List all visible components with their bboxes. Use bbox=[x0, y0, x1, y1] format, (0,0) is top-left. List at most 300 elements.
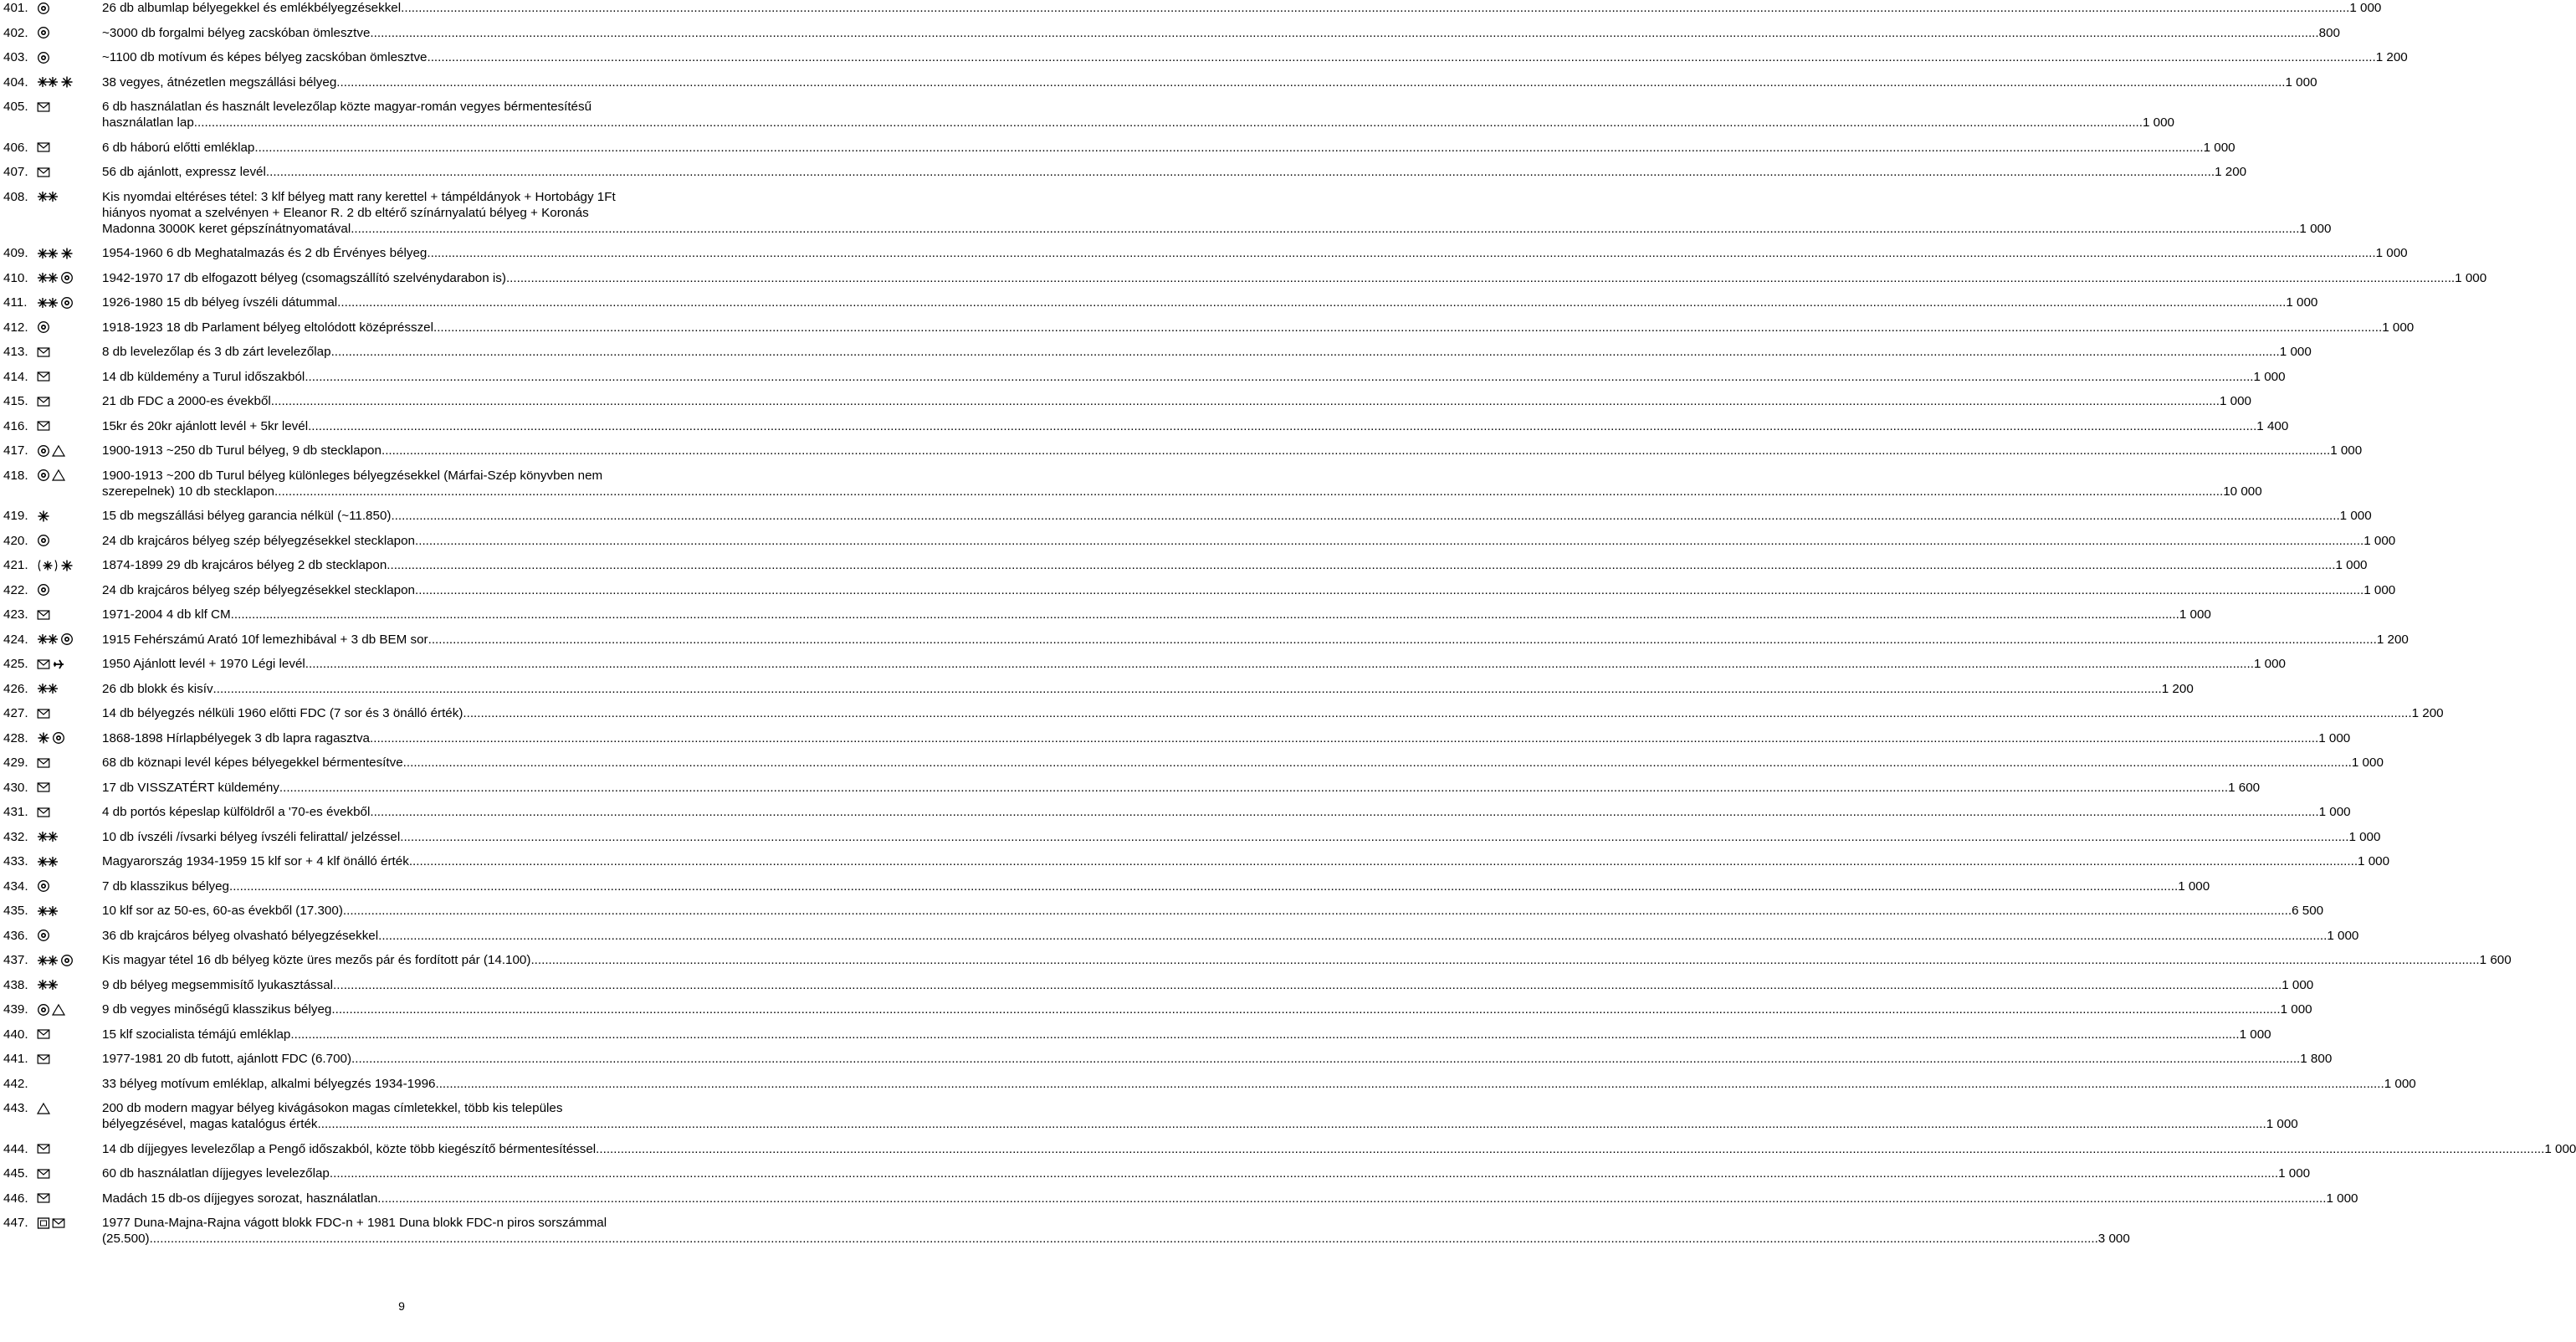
lot-row bbox=[3, 977, 2314, 993]
lot-row bbox=[3, 878, 2210, 894]
condition-icons bbox=[35, 903, 102, 919]
block-icon bbox=[37, 1217, 50, 1230]
lot-number: 430. bbox=[3, 780, 28, 795]
lot-price: 1 200 bbox=[2215, 165, 2247, 179]
lot-row bbox=[3, 730, 2351, 746]
mint-nh-icon bbox=[37, 75, 59, 89]
condition-icons bbox=[35, 1165, 102, 1181]
lot-description: 38 vegyes, átnézetlen megszállási bélyeg bbox=[102, 74, 337, 90]
dot-leader bbox=[382, 443, 2330, 458]
cover-icon bbox=[37, 370, 50, 383]
mint-paren-icon bbox=[37, 559, 59, 572]
lot-description: 15 db megszállási bélyeg garancia nélkül (~11.850) bbox=[102, 509, 392, 523]
cover-icon bbox=[37, 346, 50, 359]
condition-icons bbox=[35, 25, 102, 41]
condition-icons bbox=[35, 140, 102, 156]
lot-number: 435. bbox=[3, 904, 28, 918]
dot-leader bbox=[400, 829, 2348, 845]
lot-description: 26 db albumlap bélyegekkel és emlékbélyegzésekkel bbox=[102, 1, 402, 15]
cover-icon bbox=[37, 781, 50, 794]
lot-price: 1 200 bbox=[2376, 632, 2409, 647]
lot-row bbox=[3, 952, 2512, 968]
postmarked-icon bbox=[52, 731, 65, 745]
lot-number: 436. bbox=[3, 928, 28, 943]
mint-nh-icon bbox=[37, 682, 59, 695]
condition-icons bbox=[35, 607, 102, 622]
condition-icons bbox=[35, 1215, 102, 1231]
mint-icon bbox=[60, 247, 74, 260]
lot-row bbox=[3, 829, 2381, 845]
lot-price: 1 600 bbox=[2228, 780, 2261, 795]
cover-icon bbox=[37, 658, 50, 671]
mint-nh-icon bbox=[37, 633, 59, 646]
mint-nh-icon bbox=[37, 830, 59, 843]
dot-leader bbox=[194, 115, 2143, 131]
dot-leader bbox=[351, 1051, 2300, 1067]
dot-leader bbox=[370, 804, 2318, 820]
dot-leader bbox=[274, 484, 2223, 499]
condition-icons bbox=[35, 468, 102, 484]
lot-description-line: Kis nyomdai eltéréses tétel: 3 klf bélyeg matt rany kerettel + támpéldányok + Hortobágy 1Ft bbox=[102, 189, 616, 204]
condition-icons bbox=[35, 393, 102, 409]
lot-description: 33 bélyeg motívum emléklap, alkalmi bélyegzés 1934-1996 bbox=[102, 1076, 436, 1091]
lot-number: 426. bbox=[3, 681, 28, 696]
lot-row bbox=[3, 1076, 2416, 1092]
auction-lot-list bbox=[3, 0, 2576, 1256]
lot-number: 427. bbox=[3, 706, 28, 720]
cover-icon bbox=[37, 1053, 50, 1066]
triangle-icon bbox=[52, 1003, 65, 1017]
lot-description: ~1100 db motívum és képes bélyeg zacskóban ömlesztve bbox=[102, 50, 428, 64]
dot-leader bbox=[530, 952, 2479, 968]
condition-icons bbox=[35, 533, 102, 549]
postmarked-icon bbox=[37, 444, 50, 458]
lot-price: 1 000 bbox=[2253, 657, 2286, 671]
dot-leader bbox=[427, 49, 2375, 65]
dot-leader bbox=[403, 755, 2352, 771]
lot-description: Madách 15 db-os díjjegyes sorozat, használatlan bbox=[102, 1191, 378, 1206]
lot-number: 411. bbox=[3, 295, 28, 310]
lot-price: 1 000 bbox=[2299, 221, 2332, 236]
dot-leader bbox=[343, 903, 2292, 919]
lot-number: 437. bbox=[3, 953, 28, 967]
lot-price: 1 000 bbox=[2455, 270, 2487, 285]
condition-icons bbox=[35, 853, 102, 869]
lot-row bbox=[3, 418, 2289, 434]
lot-number: 445. bbox=[3, 1166, 28, 1181]
lot-price: 1 000 bbox=[2253, 369, 2286, 384]
lot-number: 447. bbox=[3, 1216, 28, 1230]
lot-row bbox=[3, 1051, 2333, 1067]
lot-description: 1971-2004 4 db klf CM bbox=[102, 607, 231, 622]
condition-icons bbox=[35, 804, 102, 820]
postmarked-icon bbox=[60, 954, 74, 967]
lot-description: 1942-1970 17 db elfogazott bélyeg (csomagszállító szelvénydarabon is) bbox=[102, 270, 506, 285]
dot-leader bbox=[435, 1076, 2384, 1092]
triangle-icon bbox=[52, 469, 65, 482]
postmarked-icon bbox=[37, 26, 50, 39]
page-number: 9 bbox=[398, 1299, 405, 1313]
lot-price: 1 200 bbox=[2411, 706, 2444, 720]
mint-nh-icon bbox=[37, 247, 59, 260]
lot-description: Madonna 3000K keret gépszínátnyomatával bbox=[102, 221, 351, 236]
lot-number: 441. bbox=[3, 1052, 28, 1066]
lot-number: 433. bbox=[3, 854, 28, 868]
lot-price: 1 000 bbox=[2279, 345, 2312, 359]
lot-price: 800 bbox=[2318, 25, 2340, 40]
lot-row bbox=[3, 681, 2194, 697]
condition-icons bbox=[35, 1001, 102, 1017]
dot-leader bbox=[336, 74, 2285, 90]
condition-icons bbox=[35, 418, 102, 434]
dot-leader bbox=[377, 1191, 2326, 1206]
lot-row bbox=[3, 1100, 2298, 1132]
lot-number: 438. bbox=[3, 977, 28, 992]
lot-description: 1868-1898 Hírlapbélyegek 3 db lapra ragasztva bbox=[102, 730, 370, 745]
lot-description: 1950 Ajánlott levél + 1970 Légi levél bbox=[102, 657, 305, 671]
condition-icons bbox=[35, 74, 102, 90]
lot-price: 1 000 bbox=[2358, 854, 2390, 868]
lot-row bbox=[3, 468, 2262, 499]
lot-price: 1 000 bbox=[2282, 977, 2314, 992]
lot-row bbox=[3, 245, 2408, 261]
lot-price: 1 000 bbox=[2278, 1166, 2311, 1181]
dot-leader bbox=[318, 1116, 2266, 1132]
cover-icon bbox=[37, 100, 50, 114]
lot-number: 432. bbox=[3, 829, 28, 844]
lot-description: 60 db használatlan díjjegyes levelezőlap bbox=[102, 1166, 330, 1181]
dot-leader bbox=[409, 853, 2358, 869]
condition-icons bbox=[35, 369, 102, 385]
mint-nh-icon bbox=[37, 855, 59, 868]
lot-number: 425. bbox=[3, 657, 28, 671]
lot-description: használatlan lap bbox=[102, 115, 194, 130]
postmarked-icon bbox=[37, 583, 50, 597]
lot-number: 405. bbox=[3, 100, 28, 114]
lot-price: 1 000 bbox=[2280, 1002, 2312, 1017]
lot-number: 417. bbox=[3, 443, 28, 458]
lot-description: 1918-1923 18 db Parlament bélyeg eltolódott középrésszel bbox=[102, 320, 433, 335]
lot-row bbox=[3, 270, 2487, 286]
condition-icons bbox=[35, 1141, 102, 1157]
lot-row bbox=[3, 99, 2175, 131]
lot-row bbox=[3, 656, 2286, 672]
lot-number: 410. bbox=[3, 270, 28, 285]
lot-row bbox=[3, 582, 2396, 598]
lot-description: 15 klf szocialista témájú emléklap bbox=[102, 1027, 291, 1042]
lot-number: 409. bbox=[3, 246, 28, 260]
lot-price: 1 400 bbox=[2256, 418, 2289, 433]
lot-price: 3 000 bbox=[2097, 1232, 2130, 1246]
lot-row bbox=[3, 164, 2247, 180]
lot-description: 10 klf sor az 50-es, 60-as évekből (17.300) bbox=[102, 904, 343, 918]
cover-icon bbox=[37, 1191, 50, 1205]
lot-price: 1 800 bbox=[2300, 1052, 2333, 1066]
lot-description: 68 db köznapi levél képes bélyegekkel bérmentesítve bbox=[102, 756, 403, 770]
cover-icon bbox=[37, 756, 50, 770]
lot-row bbox=[3, 1191, 2358, 1206]
lot-price: 1 000 bbox=[2544, 1141, 2576, 1156]
dot-leader bbox=[331, 1001, 2280, 1017]
lot-number: 402. bbox=[3, 25, 28, 40]
lot-row bbox=[3, 853, 2390, 869]
mint-nh-icon bbox=[37, 190, 59, 203]
lot-row bbox=[3, 369, 2286, 385]
lot-row bbox=[3, 295, 2318, 310]
dot-leader bbox=[427, 245, 2375, 261]
postmarked-icon bbox=[37, 1003, 50, 1017]
lot-row bbox=[3, 533, 2396, 549]
lot-description: 24 db krajcáros bélyeg szép bélyegzésekkel stecklapon bbox=[102, 533, 415, 548]
lot-number: 421. bbox=[3, 558, 28, 572]
condition-icons bbox=[35, 878, 102, 894]
lot-price: 1 200 bbox=[2375, 50, 2408, 64]
lot-number: 418. bbox=[3, 468, 28, 483]
condition-icons bbox=[35, 557, 102, 573]
condition-icons bbox=[35, 1191, 102, 1206]
cover-icon bbox=[37, 1027, 50, 1041]
dot-leader bbox=[308, 418, 2256, 434]
mint-icon bbox=[37, 510, 50, 523]
dot-leader bbox=[254, 140, 2203, 156]
lot-row bbox=[3, 1001, 2312, 1017]
lot-row bbox=[3, 1027, 2271, 1042]
lot-row bbox=[3, 344, 2312, 360]
lot-row bbox=[3, 903, 2324, 919]
lot-description: 14 db küldemény a Turul időszakból bbox=[102, 369, 305, 384]
lot-description: 14 db díjjegyes levelezőlap a Pengő időszakból, közte több kiegészítő bérmentesítéssel bbox=[102, 1141, 597, 1156]
lot-price: 1 000 bbox=[2239, 1027, 2271, 1042]
lot-number: 412. bbox=[3, 320, 28, 335]
lot-price: 1 000 bbox=[2326, 1191, 2358, 1206]
lot-price: 1 000 bbox=[2351, 756, 2384, 770]
dot-leader bbox=[150, 1231, 2098, 1247]
lot-description: 1977-1981 20 db futott, ajánlott FDC (6.700) bbox=[102, 1052, 352, 1066]
condition-icons bbox=[35, 755, 102, 771]
dot-leader bbox=[271, 393, 2220, 409]
postmarked-icon bbox=[37, 2, 50, 15]
lot-price: 1 000 bbox=[2220, 394, 2252, 408]
triangle-icon bbox=[37, 1102, 50, 1115]
lot-number: 429. bbox=[3, 756, 28, 770]
condition-icons bbox=[35, 295, 102, 310]
lot-description: 4 db portós képeslap külföldről a '70-es évekből bbox=[102, 805, 371, 819]
lot-row bbox=[3, 1215, 2130, 1247]
lot-price: 1 000 bbox=[2318, 730, 2351, 745]
condition-icons bbox=[35, 730, 102, 746]
condition-icons bbox=[35, 1100, 102, 1116]
lot-description-line: hiányos nyomat a szelvényen + Eleanor R. 2 db eltérő színárnyalatú bélyeg + Koronás bbox=[102, 205, 589, 220]
postmarked-icon bbox=[37, 929, 50, 942]
lot-description: 6 db háború előtti emléklap bbox=[102, 140, 255, 155]
lot-description: Kis magyar tétel 16 db bélyeg közte üres mezős pár és fordított pár (14.100) bbox=[102, 953, 531, 967]
lot-row bbox=[3, 607, 2211, 622]
condition-icons bbox=[35, 952, 102, 968]
lot-number: 443. bbox=[3, 1101, 28, 1115]
lot-price: 1 000 bbox=[2348, 829, 2381, 844]
dot-leader bbox=[266, 164, 2215, 180]
lot-description: 1900-1913 ~250 db Turul bélyeg, 9 db stecklapon bbox=[102, 443, 382, 458]
lot-description: 21 db FDC a 2000-es évekből bbox=[102, 394, 271, 408]
condition-icons bbox=[35, 443, 102, 458]
lot-price: 1 000 bbox=[2363, 533, 2396, 548]
lot-row bbox=[3, 443, 2363, 458]
condition-icons bbox=[35, 245, 102, 261]
lot-row bbox=[3, 928, 2359, 944]
lot-description: 7 db klasszikus bélyeg bbox=[102, 878, 229, 894]
dot-leader bbox=[596, 1141, 2544, 1157]
mint-nh-icon bbox=[37, 954, 59, 967]
dot-leader bbox=[351, 221, 2299, 237]
lot-number: 444. bbox=[3, 1141, 28, 1156]
lot-number: 439. bbox=[3, 1002, 28, 1017]
postmarked-icon bbox=[37, 534, 50, 547]
lot-price: 1 000 bbox=[2349, 1, 2382, 15]
lot-description: 26 db blokk és kisív bbox=[102, 681, 213, 696]
dot-leader bbox=[337, 295, 2286, 310]
condition-icons bbox=[35, 928, 102, 944]
postmarked-icon bbox=[60, 271, 74, 284]
mint-nh-icon bbox=[37, 296, 59, 310]
cover-icon bbox=[37, 395, 50, 408]
lot-price: 1 000 bbox=[2384, 1076, 2416, 1091]
postmarked-icon bbox=[60, 633, 74, 646]
lot-row bbox=[3, 25, 2340, 41]
lot-number: 419. bbox=[3, 509, 28, 523]
dot-leader bbox=[387, 557, 2335, 573]
lot-number: 440. bbox=[3, 1027, 28, 1042]
lot-row bbox=[3, 705, 2444, 721]
dot-leader bbox=[370, 730, 2318, 746]
lot-description: (25.500) bbox=[102, 1232, 150, 1246]
lot-price: 1 000 bbox=[2266, 1117, 2298, 1131]
lot-number: 428. bbox=[3, 730, 28, 745]
condition-icons bbox=[35, 681, 102, 697]
lot-row bbox=[3, 1165, 2311, 1181]
lot-price: 1 000 bbox=[2330, 443, 2363, 458]
lot-description: 17 db VISSZATÉRT küldemény bbox=[102, 780, 279, 795]
triangle-icon bbox=[52, 444, 65, 458]
condition-icons bbox=[35, 829, 102, 845]
condition-icons bbox=[35, 320, 102, 336]
lot-price: 1 000 bbox=[2382, 320, 2415, 335]
lot-number: 422. bbox=[3, 582, 28, 597]
lot-description: 9 db bélyeg megsemmisítő lyukasztással bbox=[102, 977, 334, 992]
lot-description: 8 db levelezőlap és 3 db zárt levelezőlap bbox=[102, 345, 331, 359]
cover-icon bbox=[37, 608, 50, 622]
lot-price: 1 000 bbox=[2203, 140, 2235, 155]
lot-row bbox=[3, 393, 2252, 409]
lot-description: 1954-1960 6 db Meghatalmazás és 2 db Érvényes bélyeg bbox=[102, 246, 428, 260]
lot-description: Magyarország 1934-1959 15 klf sor + 4 klf önálló érték bbox=[102, 854, 409, 868]
lot-row bbox=[3, 632, 2409, 648]
lot-description: 15kr és 20kr ajánlott levél + 5kr levél bbox=[102, 418, 309, 433]
lot-row bbox=[3, 140, 2235, 156]
dot-leader bbox=[213, 681, 2162, 697]
dot-leader bbox=[463, 705, 2411, 721]
lot-price: 1 000 bbox=[2286, 295, 2318, 310]
condition-icons bbox=[35, 1051, 102, 1067]
lot-number: 404. bbox=[3, 74, 28, 90]
lot-description: 14 db bélyegzés nélküli 1960 előtti FDC (7 sor és 3 önálló érték) bbox=[102, 706, 463, 720]
mint-icon bbox=[60, 75, 74, 89]
dot-leader bbox=[305, 656, 2254, 672]
lot-price: 6 500 bbox=[2292, 904, 2324, 918]
condition-icons bbox=[35, 99, 102, 115]
lot-number: 416. bbox=[3, 418, 28, 433]
airplane-icon bbox=[52, 658, 65, 671]
lot-row bbox=[3, 508, 2372, 524]
cover-icon bbox=[37, 166, 50, 179]
condition-icons bbox=[35, 164, 102, 180]
dot-leader bbox=[415, 533, 2363, 549]
dot-leader bbox=[433, 320, 2382, 336]
lot-row bbox=[3, 804, 2351, 820]
lot-price: 10 000 bbox=[2223, 484, 2262, 499]
cover-icon bbox=[37, 707, 50, 720]
lot-description-line: 200 db modern magyar bélyeg kivágásokon magas címletekkel, több kis települes bbox=[102, 1101, 563, 1115]
mint-nh-icon bbox=[37, 271, 59, 284]
condition-icons bbox=[35, 780, 102, 796]
dot-leader bbox=[391, 508, 2339, 524]
lot-number: 406. bbox=[3, 140, 28, 155]
lot-number: 446. bbox=[3, 1191, 28, 1206]
dot-leader bbox=[330, 1165, 2278, 1181]
dot-leader bbox=[401, 0, 2349, 16]
dot-leader bbox=[370, 25, 2318, 41]
condition-icons bbox=[35, 270, 102, 286]
condition-icons bbox=[35, 977, 102, 993]
lot-row bbox=[3, 1141, 2576, 1157]
cover-icon bbox=[37, 1142, 50, 1155]
lot-row bbox=[3, 557, 2368, 573]
lot-row bbox=[3, 320, 2415, 336]
cover-icon bbox=[37, 806, 50, 819]
lot-number: 408. bbox=[3, 189, 28, 204]
lot-price: 1 000 bbox=[2363, 582, 2396, 597]
condition-icons bbox=[35, 656, 102, 672]
lot-price: 1 000 bbox=[2339, 509, 2372, 523]
dot-leader bbox=[378, 928, 2327, 944]
lot-description: 56 db ajánlott, expressz levél bbox=[102, 165, 266, 179]
dot-leader bbox=[279, 780, 2228, 796]
mint-nh-icon bbox=[37, 978, 59, 991]
lot-price: 1 000 bbox=[2335, 558, 2368, 572]
lot-description: 36 db krajcáros bélyeg olvasható bélyegzésekkel bbox=[102, 928, 379, 943]
lot-description: ~3000 db forgalmi bélyeg zacskóban ömlesztve bbox=[102, 25, 371, 40]
lot-number: 434. bbox=[3, 878, 28, 894]
postmarked-icon bbox=[37, 51, 50, 64]
lot-price: 1 200 bbox=[2161, 681, 2194, 696]
postmarked-icon bbox=[37, 879, 50, 893]
cover-icon bbox=[37, 1167, 50, 1181]
condition-icons bbox=[35, 1027, 102, 1042]
lot-row bbox=[3, 189, 2332, 237]
lot-price: 1 000 bbox=[2375, 246, 2408, 260]
lot-row bbox=[3, 49, 2408, 65]
lot-number: 423. bbox=[3, 607, 28, 622]
cover-icon bbox=[37, 141, 50, 154]
lot-description-line: 1900-1913 ~200 db Turul bélyeg különleges bélyegzésekkel (Márfai-Szép könyvben nem bbox=[102, 468, 603, 483]
condition-icons bbox=[35, 582, 102, 598]
lot-description: 9 db vegyes minőségű klasszikus bélyeg bbox=[102, 1002, 332, 1017]
lot-number: 442. bbox=[3, 1076, 28, 1091]
lot-number: 413. bbox=[3, 345, 28, 359]
lot-number: 415. bbox=[3, 394, 28, 408]
dot-leader bbox=[428, 632, 2377, 648]
postmarked-icon bbox=[37, 320, 50, 334]
dot-leader bbox=[333, 977, 2282, 993]
